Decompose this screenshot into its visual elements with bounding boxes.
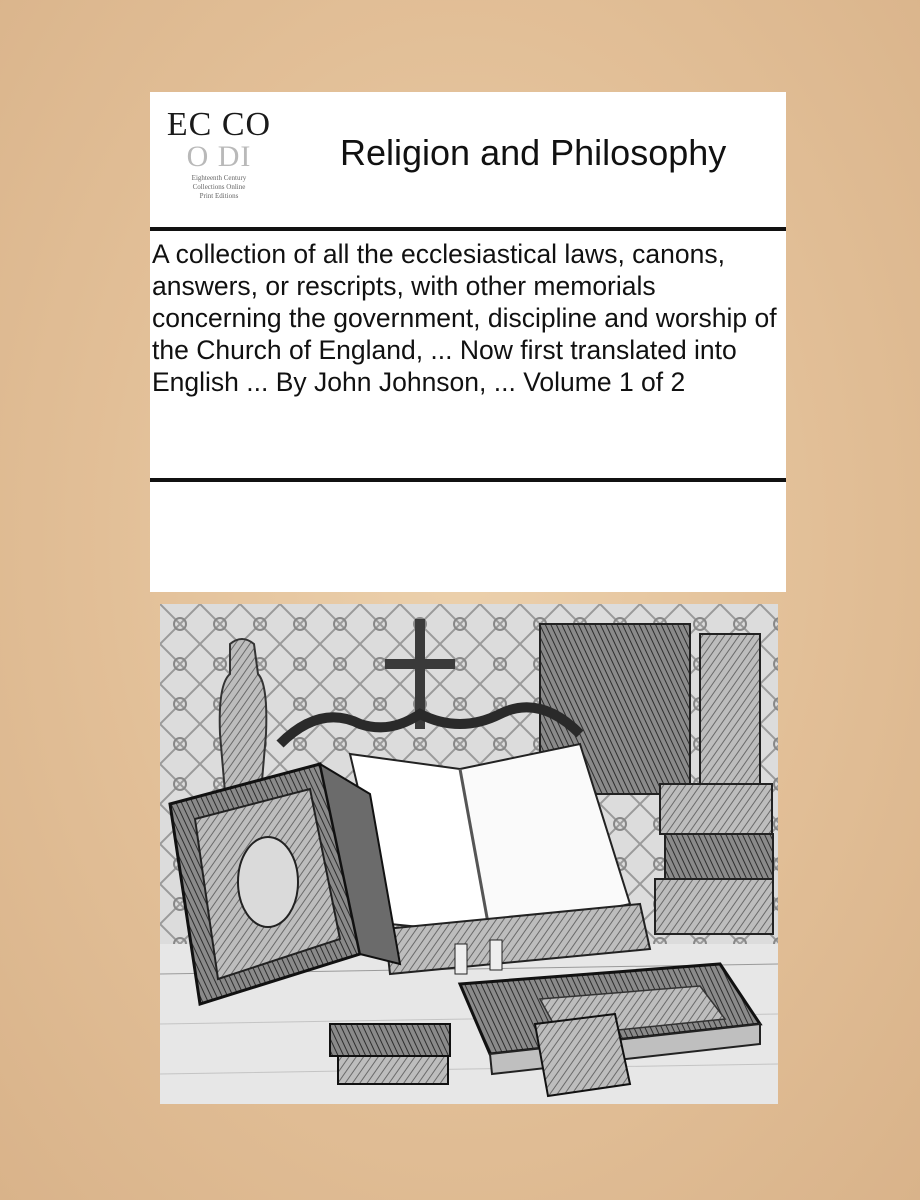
logo-caption-line: Eighteenth Century bbox=[191, 174, 247, 182]
engraving-books-icon bbox=[160, 604, 778, 1104]
book-title: A collection of all the ecclesiastical laws, canons, answers, or rescripts, with other memorials concerning the government, discipline and worship of the Church of England, ... Now first translated into English ... By John Johnson, ... Volume 1 of 2 bbox=[152, 239, 777, 397]
series-title: Religion and Philosophy bbox=[340, 132, 727, 173]
ecco-logo bbox=[164, 104, 274, 214]
logo-caption-line: Print Editions bbox=[199, 192, 239, 200]
engraving-illustration bbox=[160, 604, 778, 1104]
divider-top bbox=[150, 227, 786, 231]
logo-reflection: O DI bbox=[186, 140, 252, 173]
logo-wordmark: EC CO bbox=[166, 106, 272, 143]
logo-caption bbox=[164, 174, 274, 201]
divider-bottom bbox=[150, 478, 786, 482]
cover-header bbox=[150, 92, 786, 226]
title-panel bbox=[150, 92, 786, 592]
logo-caption-line: Collections Online bbox=[192, 183, 246, 191]
